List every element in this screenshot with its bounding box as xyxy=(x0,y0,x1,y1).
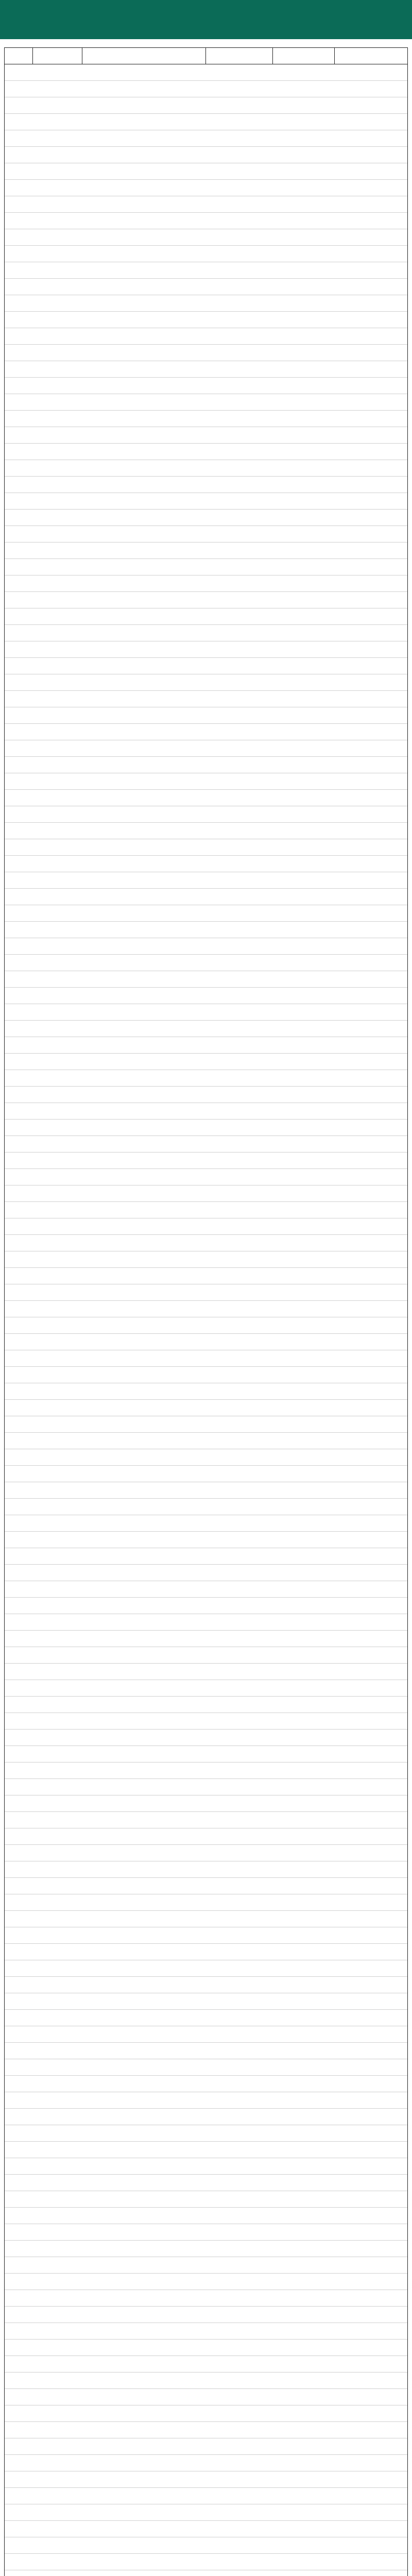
table-row xyxy=(5,1762,407,1779)
table-row xyxy=(5,526,407,543)
table-row xyxy=(5,2026,407,2043)
table-row xyxy=(5,1120,407,1136)
table-row xyxy=(5,856,407,872)
table-row xyxy=(5,641,407,658)
table-row xyxy=(5,2471,407,2488)
table-row xyxy=(5,823,407,839)
table-row xyxy=(5,1284,407,1301)
table-row xyxy=(5,1598,407,1614)
table-row xyxy=(5,1153,407,1169)
column-divider xyxy=(32,48,33,64)
table-row xyxy=(5,2241,407,2257)
table-row xyxy=(5,1828,407,1845)
table-row xyxy=(5,2224,407,2241)
table-row xyxy=(5,1317,407,1334)
table-row xyxy=(5,691,407,707)
table-row xyxy=(5,790,407,806)
table-row xyxy=(5,1070,407,1087)
column-divider xyxy=(205,48,206,64)
table-row xyxy=(5,147,407,163)
table-row xyxy=(5,1499,407,1515)
table-row xyxy=(5,2125,407,2142)
table-row xyxy=(5,2521,407,2537)
table-row xyxy=(5,1845,407,1861)
table-row xyxy=(5,1861,407,1878)
table-row xyxy=(5,2191,407,2208)
table-row xyxy=(5,1911,407,1927)
table-row xyxy=(5,1746,407,1762)
table-row xyxy=(5,592,407,608)
table-row xyxy=(5,1416,407,1433)
table-row xyxy=(5,246,407,262)
table-row xyxy=(5,1251,407,1268)
table-row xyxy=(5,1301,407,1317)
table-row xyxy=(5,262,407,279)
table-row xyxy=(5,1795,407,1812)
table-row xyxy=(5,312,407,328)
table-row xyxy=(5,2372,407,2389)
table-row xyxy=(5,2274,407,2290)
table-row xyxy=(5,1004,407,1021)
table-row xyxy=(5,889,407,905)
table-row xyxy=(5,493,407,510)
table-row xyxy=(5,2076,407,2092)
table-row xyxy=(5,1680,407,1697)
table-row xyxy=(5,988,407,1004)
table-row xyxy=(5,905,407,922)
table-row xyxy=(5,1730,407,1746)
table-row xyxy=(5,1334,407,1350)
table-row xyxy=(5,1268,407,1284)
table-row xyxy=(5,1664,407,1680)
table-row xyxy=(5,1449,407,1466)
table-row xyxy=(5,1400,407,1416)
table-row xyxy=(5,114,407,130)
table-row xyxy=(5,1235,407,1251)
table-row xyxy=(5,872,407,889)
table-row xyxy=(5,1993,407,2010)
table-row xyxy=(5,938,407,955)
table-row xyxy=(5,2142,407,2158)
table-row xyxy=(5,1021,407,1037)
table-row xyxy=(5,163,407,180)
table-row xyxy=(5,1532,407,1548)
table-row xyxy=(5,1697,407,1713)
table-row xyxy=(5,1960,407,1977)
title-bar xyxy=(0,0,412,39)
table-row xyxy=(5,510,407,526)
table-row xyxy=(5,955,407,971)
table-row xyxy=(5,757,407,773)
table-row xyxy=(5,361,407,378)
table-row xyxy=(5,1218,407,1235)
table-row xyxy=(5,2570,407,2576)
table-row xyxy=(5,2290,407,2307)
table-row xyxy=(5,707,407,724)
table-row xyxy=(5,130,407,147)
table-row xyxy=(5,839,407,856)
table-row xyxy=(5,1482,407,1499)
table-row xyxy=(5,1565,407,1581)
table-row xyxy=(5,2010,407,2026)
table-row xyxy=(5,2389,407,2405)
table-row xyxy=(5,2208,407,2224)
table-row xyxy=(5,1185,407,1202)
table-row xyxy=(5,608,407,625)
table-row xyxy=(5,2109,407,2125)
table-row xyxy=(5,1647,407,1664)
table-row xyxy=(5,196,407,213)
table-row xyxy=(5,1878,407,1894)
column-divider xyxy=(334,48,335,64)
table-row xyxy=(5,64,407,81)
table-row xyxy=(5,1202,407,1218)
table-row xyxy=(5,2405,407,2422)
table-row xyxy=(5,1927,407,1944)
table-row xyxy=(5,2307,407,2323)
table-row xyxy=(5,1779,407,1795)
table-row xyxy=(5,625,407,641)
table-row xyxy=(5,180,407,196)
table-row xyxy=(5,2488,407,2504)
table-row xyxy=(5,2422,407,2438)
table-row xyxy=(5,971,407,988)
table-row xyxy=(5,279,407,295)
table-row xyxy=(5,1054,407,1070)
table-row xyxy=(5,295,407,312)
table-row xyxy=(5,1350,407,1367)
table-row xyxy=(5,2340,407,2356)
table-row xyxy=(5,1631,407,1647)
table-row xyxy=(5,2257,407,2274)
table-row xyxy=(5,444,407,460)
table-row xyxy=(5,2323,407,2340)
table-row xyxy=(5,773,407,790)
table-row xyxy=(5,1515,407,1532)
data-table xyxy=(4,47,408,2576)
table-row xyxy=(5,2158,407,2175)
table-row xyxy=(5,1433,407,1449)
table-row xyxy=(5,1383,407,1400)
table-row xyxy=(5,81,407,97)
table-row xyxy=(5,2356,407,2372)
table-row xyxy=(5,97,407,114)
table-row xyxy=(5,2059,407,2076)
table-row xyxy=(5,806,407,823)
table-row xyxy=(5,2175,407,2191)
table-row xyxy=(5,543,407,559)
table-row xyxy=(5,477,407,493)
table-row xyxy=(5,922,407,938)
table-row xyxy=(5,2554,407,2570)
table-row xyxy=(5,1812,407,1828)
table-row xyxy=(5,1977,407,1993)
table-row xyxy=(5,460,407,477)
table-row xyxy=(5,2092,407,2109)
table-row xyxy=(5,1894,407,1911)
table-row xyxy=(5,740,407,757)
table-row xyxy=(5,1548,407,1565)
table-header-row xyxy=(5,48,407,64)
table-row xyxy=(5,1581,407,1598)
table-row xyxy=(5,213,407,229)
table-row xyxy=(5,1037,407,1054)
table-row xyxy=(5,559,407,575)
table-row xyxy=(5,2537,407,2554)
table-row xyxy=(5,2438,407,2455)
table-row xyxy=(5,1136,407,1153)
table-row xyxy=(5,1169,407,1185)
table-row xyxy=(5,1367,407,1383)
table-row xyxy=(5,1466,407,1482)
table-row xyxy=(5,345,407,361)
table-row xyxy=(5,1614,407,1631)
table-row xyxy=(5,1103,407,1120)
table-row xyxy=(5,2455,407,2471)
table-row xyxy=(5,2504,407,2521)
table-row xyxy=(5,658,407,674)
table-row xyxy=(5,394,407,411)
column-divider xyxy=(272,48,273,64)
table-row xyxy=(5,674,407,691)
table-row xyxy=(5,1944,407,1960)
table-row xyxy=(5,1087,407,1103)
table-row xyxy=(5,411,407,427)
table-row xyxy=(5,229,407,246)
table-row xyxy=(5,575,407,592)
table-row xyxy=(5,2043,407,2059)
table-row xyxy=(5,1713,407,1730)
table-row xyxy=(5,328,407,345)
table-row xyxy=(5,427,407,444)
table-row xyxy=(5,378,407,394)
table-row xyxy=(5,724,407,740)
